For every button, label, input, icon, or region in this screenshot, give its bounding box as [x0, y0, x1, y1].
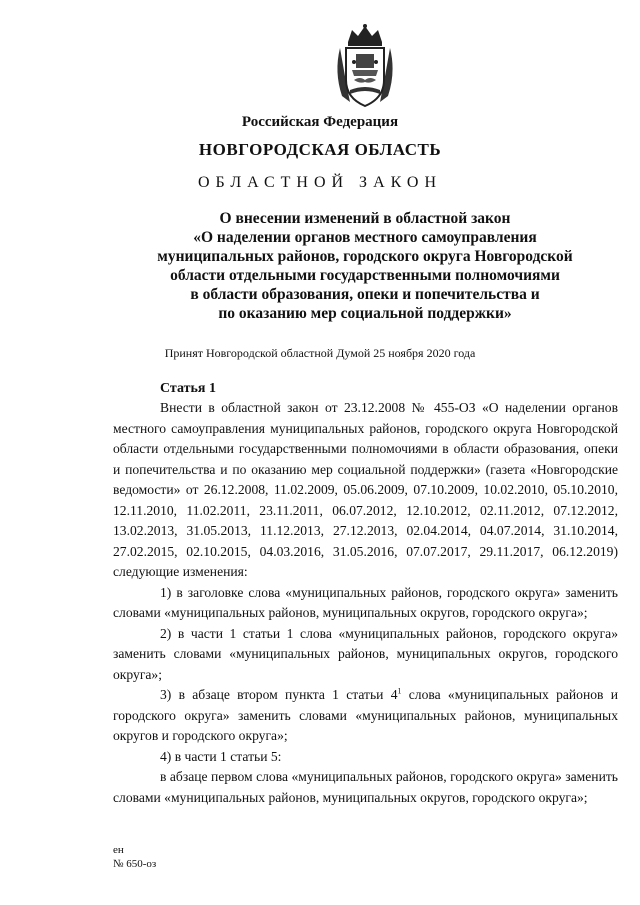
article-heading: Статья 1 [160, 381, 216, 396]
amendment-item-1: 1) в заголовке слова «муниципальных районов, городского округа» заменить словами «муниципальных районов, муниципальных округов, городского округа»; [113, 584, 618, 620]
law-title-line: О внесении изменений в областной закон [219, 210, 511, 227]
footer-initials: ен [113, 844, 124, 856]
amendment-item-3-end: слова «муниципальных районов и городского округа» заменить словами «муниципальных районов, муниципальных округов и городского округа»; [113, 687, 619, 743]
footer [113, 843, 156, 871]
amendment-item-3 [113, 685, 618, 747]
amendment-item-2: 2) в части 1 статьи 1 слова «муниципальных районов, городского округа» заменить словами «муниципальных районов, муниципальных округов, городского округа»; [113, 625, 618, 682]
law-title-line: муниципальных районов, городского округа Новгородской [157, 248, 573, 265]
region-name: НОВГОРОДСКАЯ ОБЛАСТЬ [198, 140, 442, 159]
amendment-item-4: 4) в части 1 статьи 5: [160, 748, 282, 764]
law-type: ОБЛАСТНОЙ ЗАКОН [197, 174, 442, 191]
adoption-note: Принят Новгородской областной Думой 25 ноября 2020 года [164, 346, 476, 360]
article-body [113, 398, 618, 808]
law-title [100, 209, 630, 323]
superscript: 1 [397, 686, 402, 696]
novgorod-coat-of-arms-icon [330, 22, 400, 112]
law-title-line: области отдельными государственными полномочиями [170, 267, 560, 284]
law-title-line: по оказанию мер социальной поддержки» [218, 305, 512, 322]
amendment-item-3-start: 3) в абзаце втором пункта 1 статьи 4 [160, 687, 398, 702]
country-name: Российская Федерация [241, 114, 399, 130]
article-intro: Внести в областной закон от 23.12.2008 № 455-ОЗ «О наделении органов местного самоуправления муниципальных районов, городского округа Новгородской области отдельными государственными полномочиями в области образования, опеки и попечительства и по оказанию мер социальной поддержки» (газета «Новгородские ведомости» от 26.12.2008, 11.02.2009, 05.06.2009, 07.10.2009, 10.02.2010, 05.10.2010, 12.11.2010, 11.02.2011, 23.11.2011, 06.07.2012, 12.10.2012, 02.11.2012, 07.12.2012, 13.02.2013, 31.05.2013, 11.12.2013, 27.12.2013, 02.04.2014, 04.07.2014, 31.10.2014, 27.02.2015, 02.10.2015, 04.03.2016, 31.05.2016, 07.07.2017, 29.11.2017, 06.12.2019) следующие изменения: [113, 400, 618, 579]
law-title-line: в области образования, опеки и попечительства и [190, 286, 540, 303]
law-title-line: «О наделении органов местного самоуправления [193, 229, 537, 246]
amendment-item-4-sub: в абзаце первом слова «муниципальных районов, городского округа» заменить словами «муниципальных районов, муниципальных округов, городского округа»; [113, 769, 618, 805]
footer-number: № 650-оз [113, 858, 157, 870]
